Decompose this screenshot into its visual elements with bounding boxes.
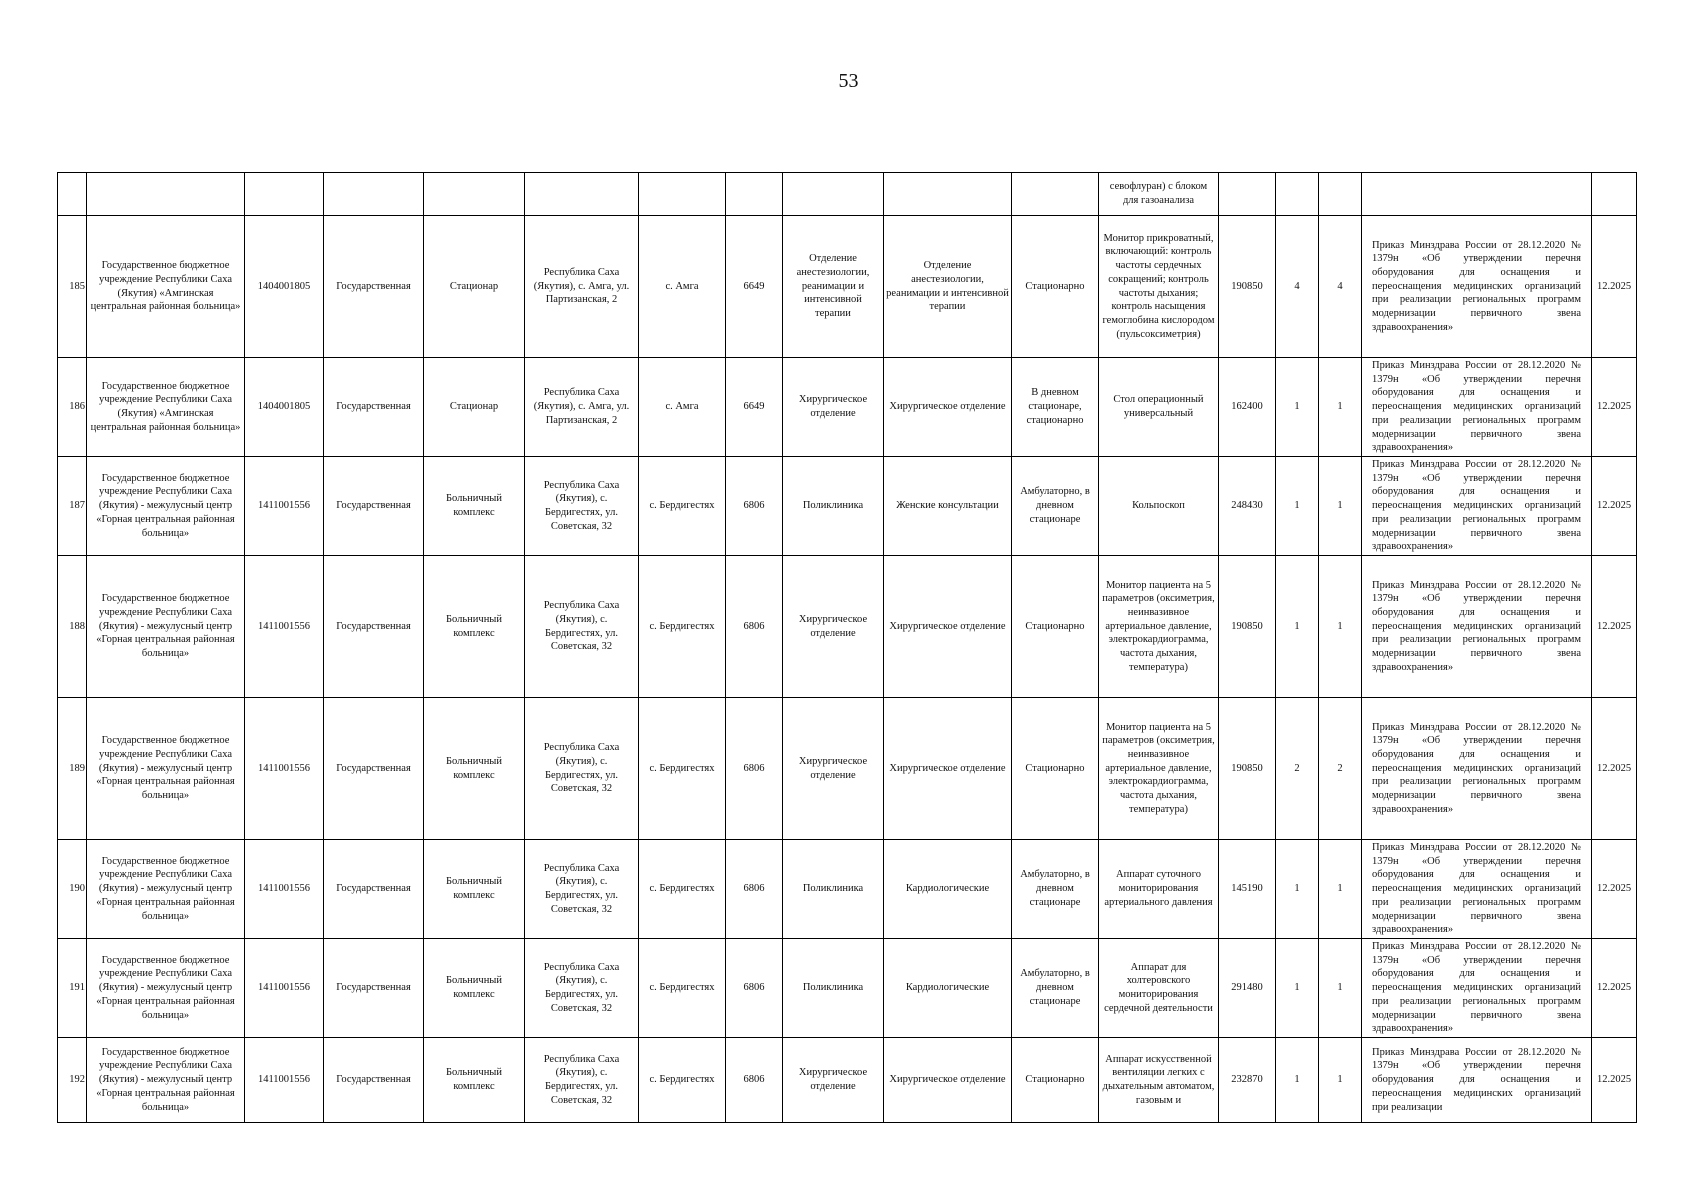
cell-date: 12.2025 xyxy=(1592,840,1637,939)
cell-address: Республика Саха (Якутия), с. Бердигестях, ул. Советская, 32 xyxy=(525,698,639,840)
cell-quantity: 4 xyxy=(1276,216,1319,358)
cell-empty xyxy=(525,173,639,216)
cell-inn: 1411001556 xyxy=(245,840,324,939)
cell-row-number: 188 xyxy=(58,556,87,698)
cell-legal-basis: Приказ Минздрава России от 28.12.2020 № 1379н «Об утверждении перечня оборудования для оснащения и переоснащения медицинских организаций при реализации региональных программ модернизации первичного звена здравоохранения» xyxy=(1362,556,1592,698)
cell-inn: 1411001556 xyxy=(245,939,324,1038)
cell-date: 12.2025 xyxy=(1592,216,1637,358)
cell-inn: 1411001556 xyxy=(245,457,324,556)
table-row xyxy=(58,939,1637,1038)
cell-empty xyxy=(87,173,245,216)
cell-profile: Женские консультации xyxy=(884,457,1012,556)
cell-department: Хирургическое отделение xyxy=(783,358,884,457)
cell-price: 190850 xyxy=(1219,698,1276,840)
cell-facility-type: Больничный комплекс xyxy=(424,556,525,698)
cell-empty xyxy=(245,173,324,216)
cell-locality: с. Амга xyxy=(639,216,726,358)
cell-equipment: Стол операционный универсальный xyxy=(1099,358,1219,457)
cell-condition: Амбулаторно, в дневном стационаре xyxy=(1012,457,1099,556)
cell-department: Поликлиника xyxy=(783,939,884,1038)
table-row xyxy=(58,698,1637,840)
cell-date: 12.2025 xyxy=(1592,556,1637,698)
cell-price: 190850 xyxy=(1219,556,1276,698)
cell-quantity: 1 xyxy=(1276,457,1319,556)
cell-profile: Хирургическое отделение xyxy=(884,556,1012,698)
cell-facility-type: Больничный комплекс xyxy=(424,840,525,939)
cell-organization: Государственное бюджетное учреждение Республики Саха (Якутия) - межулусный центр «Горная центральная районная больница» xyxy=(87,457,245,556)
table-row xyxy=(58,556,1637,698)
cell-ownership: Государственная xyxy=(324,939,424,1038)
page-number: 53 xyxy=(838,70,859,92)
cell-profile: Кардиологические xyxy=(884,840,1012,939)
cell-locality: с. Амга xyxy=(639,358,726,457)
cell-row-number: 186 xyxy=(58,358,87,457)
cell-organization: Государственное бюджетное учреждение Республики Саха (Якутия) - межулусный центр «Горная центральная районная больница» xyxy=(87,556,245,698)
cell-price: 248430 xyxy=(1219,457,1276,556)
cell-population: 6649 xyxy=(726,358,783,457)
equipment-table xyxy=(57,172,1637,1123)
cell-condition: Стационарно xyxy=(1012,556,1099,698)
cell-population: 6806 xyxy=(726,840,783,939)
cell-address: Республика Саха (Якутия), с. Бердигестях, ул. Советская, 32 xyxy=(525,556,639,698)
cell-population: 6649 xyxy=(726,216,783,358)
cell-ownership: Государственная xyxy=(324,1038,424,1123)
cell-quantity: 2 xyxy=(1319,698,1362,840)
cell-locality: с. Бердигестях xyxy=(639,939,726,1038)
cell-equipment: Аппарат суточного мониторирования артериального давления xyxy=(1099,840,1219,939)
cell-date: 12.2025 xyxy=(1592,457,1637,556)
cell-empty xyxy=(884,173,1012,216)
cell-locality: с. Бердигестях xyxy=(639,556,726,698)
cell-address: Республика Саха (Якутия), с. Амга, ул. Партизанская, 2 xyxy=(525,358,639,457)
cell-locality: с. Бердигестях xyxy=(639,840,726,939)
cell-organization: Государственное бюджетное учреждение Республики Саха (Якутия) - межулусный центр «Горная центральная районная больница» xyxy=(87,698,245,840)
cell-empty xyxy=(1362,173,1592,216)
table-row xyxy=(58,840,1637,939)
cell-profile: Хирургическое отделение xyxy=(884,698,1012,840)
cell-price: 162400 xyxy=(1219,358,1276,457)
cell-equipment: Монитор прикроватный, включающий: контроль частоты сердечных сокращений; контроль частоты дыхания; контроль насыщения гемоглобина кислородом (пульсоксиметрия) xyxy=(1099,216,1219,358)
cell-department: Хирургическое отделение xyxy=(783,556,884,698)
cell-condition: Стационарно xyxy=(1012,1038,1099,1123)
table-row xyxy=(58,216,1637,358)
cell-empty xyxy=(639,173,726,216)
cell-facility-type: Больничный комплекс xyxy=(424,939,525,1038)
cell-department: Хирургическое отделение xyxy=(783,1038,884,1123)
cell-facility-type: Больничный комплекс xyxy=(424,457,525,556)
cell-address: Республика Саха (Якутия), с. Бердигестях, ул. Советская, 32 xyxy=(525,457,639,556)
cell-legal-basis: Приказ Минздрава России от 28.12.2020 № 1379н «Об утверждении перечня оборудования для оснащения и переоснащения медицинских организаций при реализации региональных программ модернизации первичного звена здравоохранения» xyxy=(1362,216,1592,358)
cell-ownership: Государственная xyxy=(324,698,424,840)
cell-row-number: 189 xyxy=(58,698,87,840)
cell-empty xyxy=(1219,173,1276,216)
cell-department: Отделение анестезиологии, реанимации и интенсивной терапии xyxy=(783,216,884,358)
cell-empty xyxy=(1276,173,1319,216)
cell-condition: В дневном стационаре, стационарно xyxy=(1012,358,1099,457)
cell-locality: с. Бердигестях xyxy=(639,457,726,556)
cell-inn: 1404001805 xyxy=(245,358,324,457)
cell-empty xyxy=(324,173,424,216)
cell-quantity: 1 xyxy=(1319,840,1362,939)
cell-quantity: 2 xyxy=(1276,698,1319,840)
cell-date: 12.2025 xyxy=(1592,1038,1637,1123)
cell-equipment: Аппарат для холтеровского мониторирования сердечной деятельности xyxy=(1099,939,1219,1038)
cell-empty xyxy=(1012,173,1099,216)
cell-equipment: Монитор пациента на 5 параметров (оксиметрия, неинвазивное артериальное давление, электрокардиограмма, частота дыхания, температура) xyxy=(1099,698,1219,840)
cell-population: 6806 xyxy=(726,698,783,840)
cell-organization: Государственное бюджетное учреждение Республики Саха (Якутия) - межулусный центр «Горная центральная районная больница» xyxy=(87,939,245,1038)
cell-ownership: Государственная xyxy=(324,556,424,698)
cell-price: 145190 xyxy=(1219,840,1276,939)
cell-ownership: Государственная xyxy=(324,216,424,358)
cell-organization: Государственное бюджетное учреждение Республики Саха (Якутия) - межулусный центр «Горная центральная районная больница» xyxy=(87,1038,245,1123)
cell-organization: Государственное бюджетное учреждение Республики Саха (Якутия) «Амгинская центральная районная больница» xyxy=(87,216,245,358)
cell-population: 6806 xyxy=(726,457,783,556)
cell-quantity: 1 xyxy=(1276,840,1319,939)
cell-locality: с. Бердигестях xyxy=(639,698,726,840)
cell-ownership: Государственная xyxy=(324,457,424,556)
cell-quantity: 1 xyxy=(1319,1038,1362,1123)
cell-locality: с. Бердигестях xyxy=(639,1038,726,1123)
cell-quantity: 1 xyxy=(1276,556,1319,698)
cell-profile: Хирургическое отделение xyxy=(884,358,1012,457)
cell-empty xyxy=(783,173,884,216)
cell-empty xyxy=(424,173,525,216)
cell-date: 12.2025 xyxy=(1592,698,1637,840)
table-row xyxy=(58,1038,1637,1123)
cell-address: Республика Саха (Якутия), с. Амга, ул. Партизанская, 2 xyxy=(525,216,639,358)
cell-row-number: 191 xyxy=(58,939,87,1038)
cell-quantity: 1 xyxy=(1276,939,1319,1038)
cell-population: 6806 xyxy=(726,939,783,1038)
cell-legal-basis: Приказ Минздрава России от 28.12.2020 № 1379н «Об утверждении перечня оборудования для оснащения и переоснащения медицинских организаций при реализации региональных программ модернизации первичного звена здравоохранения» xyxy=(1362,698,1592,840)
cell-profile: Кардиологические xyxy=(884,939,1012,1038)
cell-quantity: 1 xyxy=(1276,1038,1319,1123)
table-row xyxy=(58,457,1637,556)
cell-empty xyxy=(726,173,783,216)
cell-empty xyxy=(1319,173,1362,216)
cell-ownership: Государственная xyxy=(324,358,424,457)
cell-address: Республика Саха (Якутия), с. Бердигестях, ул. Советская, 32 xyxy=(525,939,639,1038)
cell-condition: Амбулаторно, в дневном стационаре xyxy=(1012,939,1099,1038)
cell-quantity: 1 xyxy=(1319,939,1362,1038)
cell-empty xyxy=(58,173,87,216)
cell-row-number: 190 xyxy=(58,840,87,939)
cell-price: 190850 xyxy=(1219,216,1276,358)
cell-legal-basis: Приказ Минздрава России от 28.12.2020 № 1379н «Об утверждении перечня оборудования для оснащения и переоснащения медицинских организаций при реализации региональных программ модернизации первичного звена здравоохранения» xyxy=(1362,457,1592,556)
cell-legal-basis: Приказ Минздрава России от 28.12.2020 № 1379н «Об утверждении перечня оборудования для оснащения и переоснащения медицинских организаций при реализации региональных программ модернизации первичного звена здравоохранения» xyxy=(1362,840,1592,939)
cell-condition: Стационарно xyxy=(1012,216,1099,358)
cell-address: Республика Саха (Якутия), с. Бердигестях, ул. Советская, 32 xyxy=(525,840,639,939)
cell-quantity: 1 xyxy=(1319,358,1362,457)
cell-department: Поликлиника xyxy=(783,840,884,939)
table-row xyxy=(58,358,1637,457)
cell-inn: 1404001805 xyxy=(245,216,324,358)
cell-row-number: 185 xyxy=(58,216,87,358)
cell-profile: Хирургическое отделение xyxy=(884,1038,1012,1123)
cell-quantity: 1 xyxy=(1276,358,1319,457)
cell-equipment: Аппарат искусственной вентиляции легких с дыхательным автоматом, газовым и xyxy=(1099,1038,1219,1123)
cell-legal-basis: Приказ Минздрава России от 28.12.2020 № 1379н «Об утверждении перечня оборудования для оснащения и переоснащения медицинских организаций при реализации региональных программ модернизации первичного звена здравоохранения» xyxy=(1362,358,1592,457)
cell-date: 12.2025 xyxy=(1592,939,1637,1038)
cell-equipment: Кольпоскоп xyxy=(1099,457,1219,556)
cell-ownership: Государственная xyxy=(324,840,424,939)
cell-condition: Стационарно xyxy=(1012,698,1099,840)
cell-facility-type: Стационар xyxy=(424,216,525,358)
cell-legal-basis: Приказ Минздрава России от 28.12.2020 № 1379н «Об утверждении перечня оборудования для оснащения и переоснащения медицинских организаций при реализации xyxy=(1362,1038,1592,1123)
cell-price: 232870 xyxy=(1219,1038,1276,1123)
cell-quantity: 4 xyxy=(1319,216,1362,358)
cell-quantity: 1 xyxy=(1319,457,1362,556)
cell-price: 291480 xyxy=(1219,939,1276,1038)
cell-legal-basis: Приказ Минздрава России от 28.12.2020 № 1379н «Об утверждении перечня оборудования для оснащения и переоснащения медицинских организаций при реализации региональных программ модернизации первичного звена здравоохранения» xyxy=(1362,939,1592,1038)
cell-address: Республика Саха (Якутия), с. Бердигестях, ул. Советская, 32 xyxy=(525,1038,639,1123)
cell-equipment: севофлуран) с блоком для газоанализа xyxy=(1099,173,1219,216)
cell-department: Хирургическое отделение xyxy=(783,698,884,840)
cell-facility-type: Стационар xyxy=(424,358,525,457)
cell-condition: Амбулаторно, в дневном стационаре xyxy=(1012,840,1099,939)
cell-facility-type: Больничный комплекс xyxy=(424,698,525,840)
table-row-continuation xyxy=(58,173,1637,216)
cell-inn: 1411001556 xyxy=(245,1038,324,1123)
cell-profile: Отделение анестезиологии, реанимации и интенсивной терапии xyxy=(884,216,1012,358)
cell-date: 12.2025 xyxy=(1592,358,1637,457)
cell-empty xyxy=(1592,173,1637,216)
cell-quantity: 1 xyxy=(1319,556,1362,698)
cell-inn: 1411001556 xyxy=(245,556,324,698)
cell-population: 6806 xyxy=(726,556,783,698)
cell-population: 6806 xyxy=(726,1038,783,1123)
cell-row-number: 187 xyxy=(58,457,87,556)
cell-equipment: Монитор пациента на 5 параметров (оксиметрия, неинвазивное артериальное давление, электрокардиограмма, частота дыхания, температура) xyxy=(1099,556,1219,698)
cell-row-number: 192 xyxy=(58,1038,87,1123)
cell-inn: 1411001556 xyxy=(245,698,324,840)
cell-facility-type: Больничный комплекс xyxy=(424,1038,525,1123)
cell-organization: Государственное бюджетное учреждение Республики Саха (Якутия) «Амгинская центральная районная больница» xyxy=(87,358,245,457)
cell-department: Поликлиника xyxy=(783,457,884,556)
cell-organization: Государственное бюджетное учреждение Республики Саха (Якутия) - межулусный центр «Горная центральная районная больница» xyxy=(87,840,245,939)
